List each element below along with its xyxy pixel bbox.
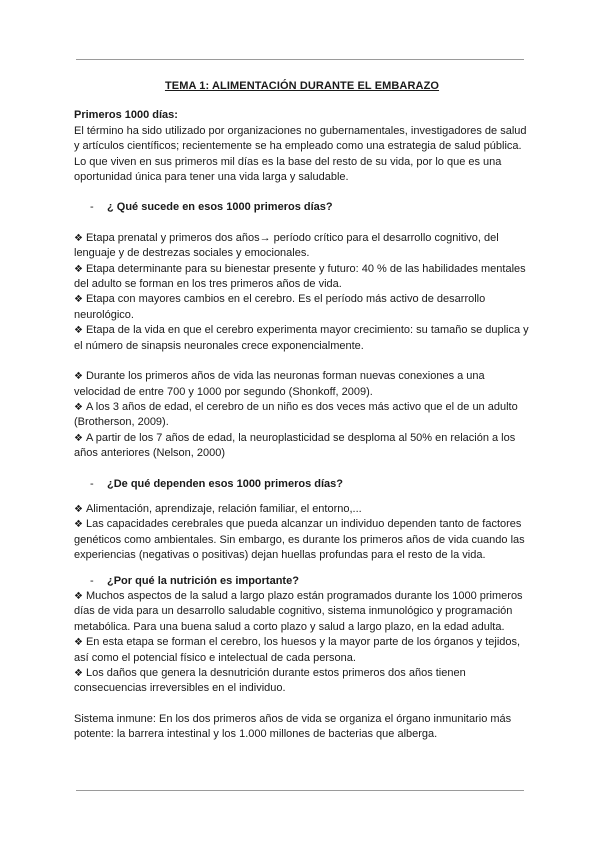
footer-rule (76, 790, 524, 791)
bullet-text: Etapa de la vida en que el cerebro experimenta mayor crecimiento: su tamaño se duplica y el número de sinapsis neuronales crece exponencialmente. (74, 324, 529, 352)
bullet-item (74, 262, 530, 293)
bullet-item (74, 635, 530, 666)
bullet-item (74, 589, 530, 635)
bullet-text: Las capacidades cerebrales que pueda alcanzar un individuo dependen tanto de factores genéticos como ambientales. Sin embargo, es durante los primeros años de vida cuando las experiencias (negativas o positivas) dejan huellas profundas para el resto de la vida. (74, 518, 525, 562)
bullet-item (74, 323, 530, 354)
header-rule (76, 59, 524, 60)
bullet-item (74, 400, 530, 431)
diamond-bullet-icon: ❖ (74, 325, 83, 337)
bullet-text: Etapa con mayores cambios en el cerebro. Es el período más activo de desarrollo neurológico. (74, 293, 486, 321)
dash-marker: - (90, 201, 94, 214)
bullet-text: En esta etapa se forman el cerebro, los huesos y la mayor parte de los órganos y tejidos, así como el potencial físico e intelectual de cada persona. (74, 636, 521, 664)
bullet-item (74, 231, 530, 262)
bullet-item (74, 292, 530, 323)
bullet-item (74, 666, 530, 697)
bullet-item (74, 517, 530, 563)
bullet-text: Los daños que genera la desnutrición durante estos primeros dos años tienen consecuencias irreversibles en el individuo. (74, 667, 466, 695)
section-heading-dependencies (74, 477, 530, 492)
document-body (74, 79, 530, 743)
bullet-item (74, 431, 530, 462)
bullet-text: Durante los primeros años de vida las neuronas forman nuevas conexiones a una velocidad de entre 700 y 1000 por segundo (Shonkoff, 2009). (74, 370, 485, 398)
diamond-bullet-icon: ❖ (74, 232, 83, 244)
immune-system-paragraph: Sistema inmune: En los dos primeros años de vida se organiza el órgano inmunitario más potente: la barrera intestinal y los 1.000 millones de bacterias que alberga. (74, 712, 512, 741)
bullet-text: A los 3 años de edad, el cerebro de un niño es dos veces más activo que el de un adulto (Brotherson, 2009). (74, 400, 518, 429)
bullet-text: A partir de los 7 años de edad, la neuroplasticidad se desploma al 50% en relación a los años anteriores (Nelson, 2000) (74, 431, 516, 460)
diamond-bullet-icon: ❖ (74, 503, 83, 515)
diamond-bullet-icon: ❖ (74, 263, 83, 275)
bullet-item (74, 369, 530, 400)
bullet-text: Alimentación, aprendizaje, relación familiar, el entorno,... (85, 502, 362, 515)
dash-marker: - (90, 477, 94, 490)
diamond-bullet-icon: ❖ (74, 401, 83, 413)
document-title: TEMA 1: ALIMENTACIÓN DURANTE EL EMBARAZO (164, 80, 440, 92)
diamond-bullet-icon: ❖ (74, 432, 83, 444)
intro-heading: Primeros 1000 días: (74, 109, 178, 122)
diamond-bullet-icon: ❖ (74, 668, 83, 679)
intro-paragraph: Lo que viven en sus primeros mil días es la base del resto de su vida, por lo que es una oportunidad única para tener una vida larga y saludable. (74, 155, 502, 184)
diamond-bullet-icon: ❖ (74, 590, 83, 602)
bullet-text: Etapa determinante para su bienestar presente y futuro: 40 % de las habilidades mentales del adulto se forman en los tres primeros años de vida. (74, 262, 526, 291)
diamond-bullet-icon: ❖ (74, 519, 83, 531)
section-heading-text: ¿ Qué sucede en esos 1000 primeros días? (107, 201, 333, 214)
section-heading-what-happens (74, 200, 530, 215)
bullet-text: Etapa prenatal y primeros dos años→ período crítico para el desarrollo cognitivo, del lenguaje y de destrezas sociales y emocionales. (74, 231, 499, 260)
section-heading-text: ¿Por qué la nutrición es importante? (107, 574, 299, 587)
section-heading-nutrition (74, 574, 530, 589)
intro-paragraph: El término ha sido utilizado por organizaciones no gubernamentales, investigadores de salud y artículos científicos; recientemente se ha empleado como una estrategia de salud pública. (74, 124, 527, 153)
bullet-text: Muchos aspectos de la salud a largo plazo están programados durante los 1000 primeros días de vida para un desarrollo saludable cognitivo, sistema inmunológico y programación metabólica. Para una buena salud a corto plazo y salud a largo plazo, en la edad adulta. (74, 589, 523, 633)
section-heading-text: ¿De qué dependen esos 1000 primeros días? (107, 477, 343, 490)
diamond-bullet-icon: ❖ (74, 294, 83, 306)
diamond-bullet-icon: ❖ (74, 637, 83, 649)
bullet-item (74, 502, 530, 517)
dash-marker: - (90, 574, 94, 587)
diamond-bullet-icon: ❖ (74, 371, 83, 383)
